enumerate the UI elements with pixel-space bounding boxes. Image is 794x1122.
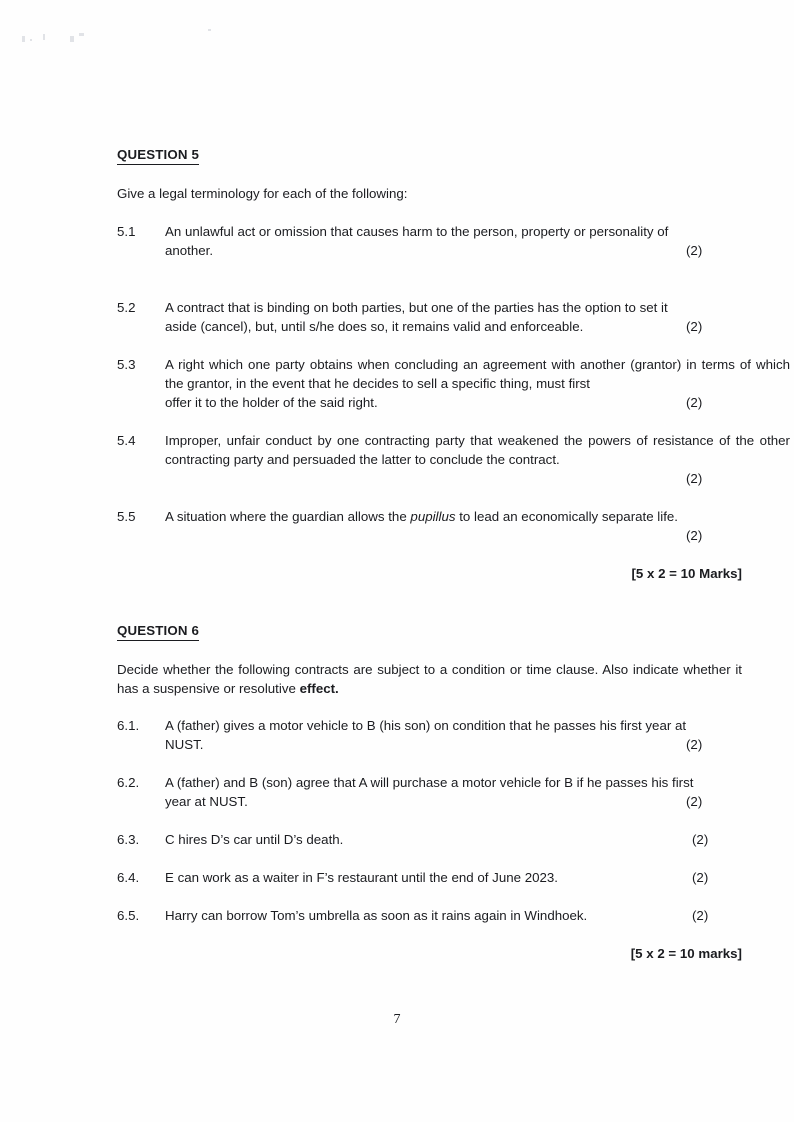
question-item-5-5	[117, 508, 790, 543]
item-text: A contract that is binding on both parties, but one of the parties has the option to set it	[165, 300, 668, 315]
question-item-5-2	[117, 299, 790, 337]
item-last-line	[165, 736, 790, 755]
item-number: 6.5.	[117, 908, 140, 923]
item-text-end: offer it to the holder of the said right.	[165, 394, 378, 410]
scan-speckle	[43, 34, 45, 40]
item-last-line	[165, 831, 790, 850]
item-number: 6.3.	[117, 832, 140, 847]
item-last-line	[165, 394, 790, 413]
question-item-6-1	[117, 717, 790, 755]
item-text: An unlawful act or omission that causes harm to the person, property or personality of	[165, 224, 669, 239]
question-item-5-4	[117, 432, 790, 486]
item-last-line	[165, 907, 790, 926]
item-last-line	[165, 793, 790, 812]
item-body	[165, 717, 790, 755]
question-item-5-1	[117, 223, 790, 261]
question-6-heading: QUESTION 6	[117, 623, 199, 641]
item-number: 5.1	[117, 224, 136, 239]
item-number: 5.2	[117, 300, 136, 315]
latin-term-pupillus: pupillus	[410, 509, 456, 524]
marks-value: (2)	[686, 793, 703, 809]
question-5-total-wrap	[117, 565, 781, 583]
item-last-line	[165, 869, 790, 888]
question-6-intro-text: Decide whether the following contracts are subject to a condition or time clause. Also indicate whether it has a suspensive or resolutive	[117, 662, 742, 696]
question-5-heading: QUESTION 5	[117, 147, 199, 165]
item-text: Improper, unfair conduct by one contracting party that weakened the powers of resistance of the other contracting party and persuaded the latter to conclude the contract.	[165, 433, 790, 467]
scan-speckle	[22, 36, 25, 42]
item-text: A right which one party obtains when concluding an agreement with another (grantor) in terms of which the grantor, in the event that he decides to sell a specific thing, must first	[165, 357, 790, 391]
marks-value: (2)	[692, 832, 709, 847]
item-text-end: E can work as a waiter in F’s restaurant until the end of June 2023.	[165, 870, 558, 885]
question-item-6-2	[117, 774, 790, 812]
marks-value: (2)	[686, 394, 703, 410]
item-body	[165, 508, 790, 543]
item-text-after-italic: to lead an economically separate life.	[455, 509, 678, 524]
marks-value: (2)	[692, 870, 709, 885]
item-text: A (father) gives a motor vehicle to B (his son) on condition that he passes his first year at	[165, 718, 687, 733]
item-body	[165, 356, 790, 413]
item-last-line	[165, 318, 790, 337]
item-body	[165, 432, 790, 486]
item-number: 5.5	[117, 509, 136, 524]
marks-value: (2)	[692, 908, 709, 923]
scan-speckle	[30, 39, 32, 41]
marks-value: (2)	[686, 242, 703, 258]
page-number: 7	[393, 1012, 401, 1027]
question-6-intro	[117, 661, 742, 699]
question-item-5-3	[117, 356, 790, 413]
item-body	[165, 774, 790, 812]
question-item-6-4	[117, 869, 790, 888]
marks-value: (2)	[686, 470, 703, 486]
question-item-6-5	[117, 907, 790, 926]
marks-value: (2)	[686, 736, 703, 752]
item-text-end: aside (cancel), but, until s/he does so, it remains valid and enforceable.	[165, 318, 584, 334]
item-number: 6.2.	[117, 775, 140, 790]
item-number: 5.3	[117, 357, 136, 372]
question-item-6-3	[117, 831, 790, 850]
question-6-intro-emphasis: effect.	[299, 680, 339, 696]
scan-speckle	[79, 33, 84, 36]
question-5-heading-wrap	[117, 146, 199, 165]
question-5-intro: Give a legal terminology for each of the following:	[117, 186, 408, 201]
scan-speckle	[208, 29, 211, 31]
marks-value: (2)	[686, 318, 703, 334]
item-text-end: year at NUST.	[165, 793, 248, 809]
item-text-end: NUST.	[165, 736, 204, 752]
item-text-end: another.	[165, 242, 214, 258]
item-body	[165, 223, 790, 261]
question-6-heading-wrap	[117, 622, 199, 641]
question-6-total-marks: [5 x 2 = 10 marks]	[630, 946, 742, 961]
scan-speckle	[70, 36, 74, 42]
item-last-line	[165, 242, 790, 261]
question-6-total-wrap	[117, 945, 743, 963]
item-text: A (father) and B (son) agree that A will purchase a motor vehicle for B if he passes his first	[165, 775, 694, 790]
item-body	[165, 907, 790, 926]
item-number: 6.4.	[117, 870, 140, 885]
item-body	[165, 299, 790, 337]
item-text-end: Harry can borrow Tom’s umbrella as soon as it rains again in Windhoek.	[165, 908, 588, 923]
item-text-before-italic: A situation where the guardian allows the	[165, 509, 411, 524]
question-5-total-marks: [5 x 2 = 10 Marks]	[631, 566, 742, 581]
item-text-end: C hires D’s car until D’s death.	[165, 832, 344, 847]
item-body	[165, 831, 790, 850]
item-body	[165, 869, 790, 888]
item-number: 6.1.	[117, 718, 140, 733]
item-number: 5.4	[117, 433, 136, 448]
marks-value: (2)	[686, 527, 703, 543]
